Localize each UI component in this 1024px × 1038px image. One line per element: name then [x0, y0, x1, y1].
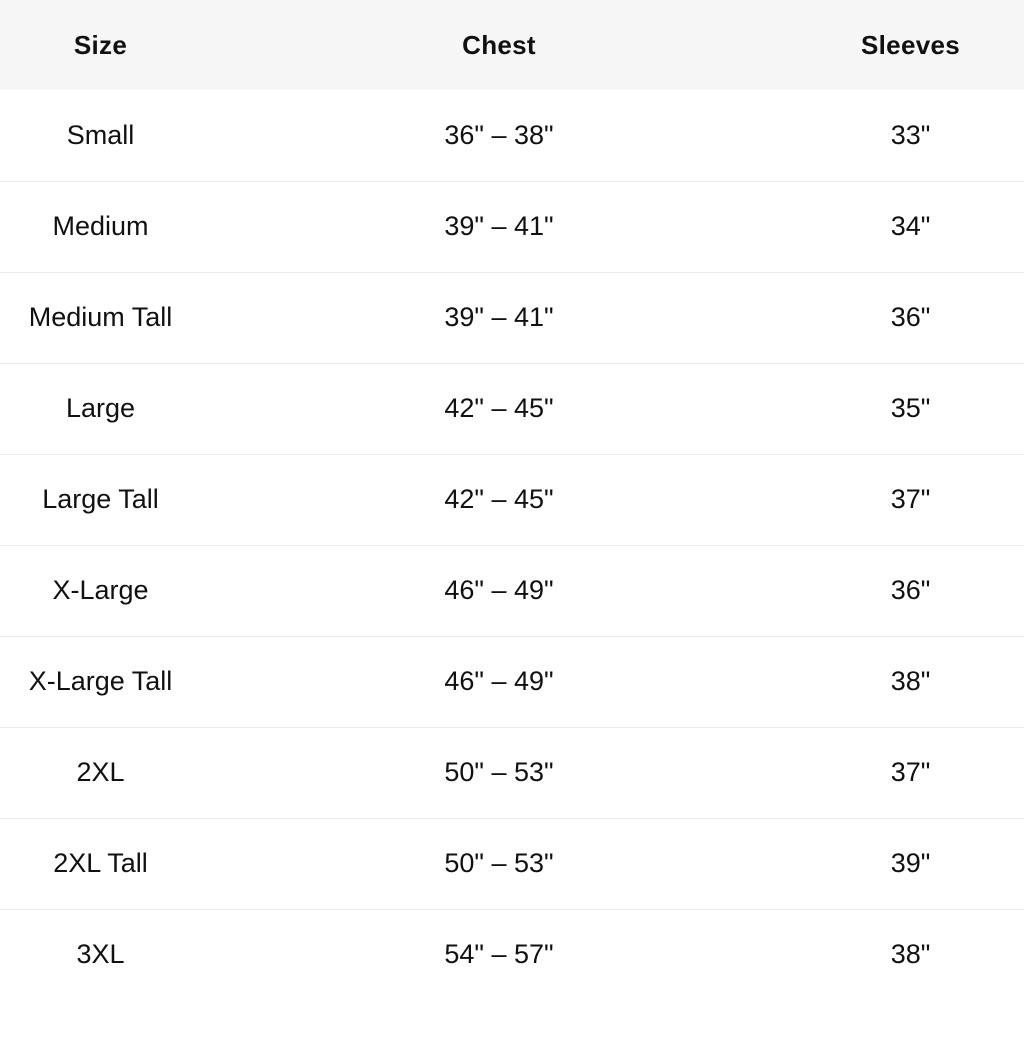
table-body [0, 90, 1024, 1000]
cell-chest: 42" – 45" [444, 484, 554, 514]
cell-sleeves: 36" [890, 302, 931, 332]
cell-size: Medium Tall [28, 302, 173, 332]
cell-chest: 46" – 49" [444, 666, 554, 696]
cell-sleeves: 38" [890, 666, 931, 696]
cell-size: Large Tall [42, 484, 159, 514]
table-row [0, 727, 1024, 818]
header-size: Size [73, 29, 128, 60]
table-row [0, 636, 1024, 727]
cell-sleeves: 37" [890, 484, 931, 514]
cell-size: Large [65, 393, 136, 423]
cell-chest: 36" – 38" [444, 119, 554, 150]
cell-chest: 42" – 45" [444, 393, 554, 423]
cell-size: Small [66, 119, 135, 150]
cell-sleeves: 33" [890, 119, 931, 150]
cell-chest: 39" – 41" [444, 302, 554, 332]
cell-size: 2XL [76, 757, 125, 787]
table-row [0, 272, 1024, 363]
cell-sleeves: 37" [890, 757, 931, 787]
cell-chest: 39" – 41" [444, 211, 554, 241]
cell-sleeves: 36" [890, 575, 931, 605]
cell-sleeves: 39" [890, 848, 931, 878]
cell-size: Medium [52, 211, 149, 241]
cell-sleeves: 38" [890, 939, 931, 970]
table-row [0, 545, 1024, 636]
table-row [0, 363, 1024, 454]
cell-sleeves: 34" [890, 211, 931, 241]
cell-size: 2XL Tall [53, 848, 148, 878]
cell-chest: 54" – 57" [444, 939, 554, 970]
cell-chest: 46" – 49" [444, 575, 554, 605]
cell-chest: 50" – 53" [444, 848, 554, 878]
table-row [0, 90, 1024, 181]
table-header [0, 0, 1024, 90]
cell-sleeves: 35" [890, 393, 931, 423]
header-row [0, 0, 1024, 90]
table-row [0, 909, 1024, 1000]
cell-size: X-Large [52, 575, 149, 605]
header-sleeves: Sleeves [861, 29, 960, 60]
cell-size: X-Large Tall [28, 666, 173, 696]
header-chest: Chest [462, 29, 536, 60]
cell-chest: 50" – 53" [444, 757, 554, 787]
table-row [0, 454, 1024, 545]
cell-size: 3XL [76, 939, 125, 970]
table-row [0, 181, 1024, 272]
table-row [0, 818, 1024, 909]
